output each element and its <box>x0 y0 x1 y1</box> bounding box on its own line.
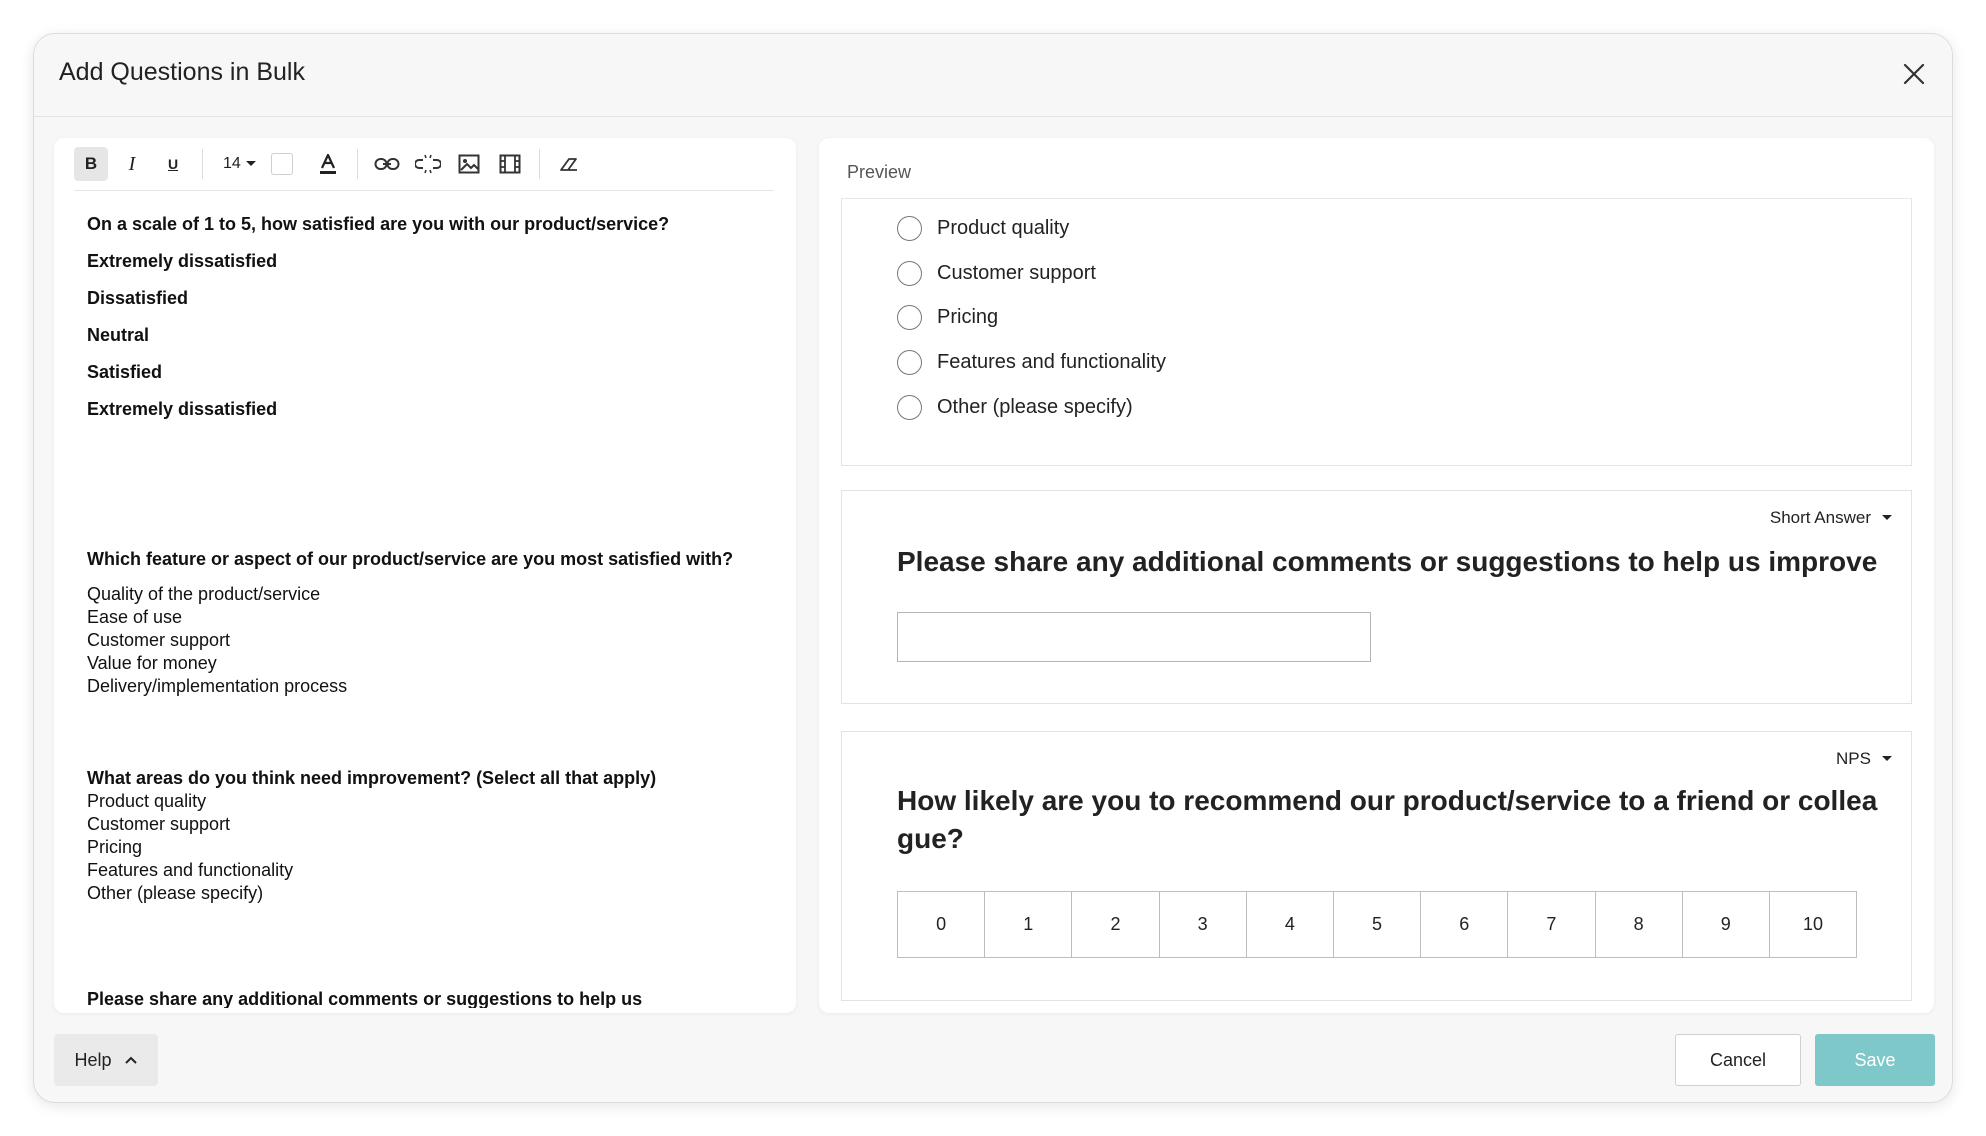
editor-option: Customer support <box>87 814 231 834</box>
editor-question-4: Please share any additional comments or suggestions to help us <box>87 989 643 1008</box>
editor-option: Product quality <box>87 791 207 811</box>
nps-option[interactable]: 1 <box>985 892 1072 957</box>
nps-option[interactable]: 8 <box>1596 892 1683 957</box>
editor-option: Other (please specify) <box>87 883 264 903</box>
editor-option: Value for money <box>87 653 217 673</box>
eraser-icon <box>559 156 579 172</box>
toolbar-divider <box>357 149 358 179</box>
bold-button[interactable] <box>74 147 108 181</box>
video-button[interactable] <box>493 147 527 181</box>
preview-question-card[interactable] <box>841 731 1912 1001</box>
editor-option: Features and functionality <box>87 860 294 880</box>
editor-option: Pricing <box>87 837 143 857</box>
nps-option[interactable]: 6 <box>1421 892 1508 957</box>
question-type-dropdown[interactable] <box>1836 749 1893 769</box>
text-color-icon <box>318 153 338 175</box>
radio-label: Pricing <box>937 306 999 328</box>
radio-label: Features and functionality <box>937 351 1167 373</box>
nps-option[interactable]: 5 <box>1334 892 1421 957</box>
preview-label: Preview <box>847 162 912 182</box>
help-label: Help <box>74 1049 112 1070</box>
font-size-dropdown[interactable] <box>215 155 257 173</box>
radio-option[interactable] <box>897 216 1069 241</box>
link-button[interactable] <box>370 147 404 181</box>
caret-down-icon <box>1881 755 1893 763</box>
text-color-button[interactable] <box>311 147 345 181</box>
question-type-label: Short Answer <box>1769 508 1871 527</box>
help-button[interactable] <box>54 1034 158 1086</box>
bulk-questions-dialog <box>33 33 1953 1103</box>
underline-icon: U <box>167 156 179 172</box>
dialog-header <box>34 34 1952 117</box>
underline-button[interactable] <box>156 147 190 181</box>
radio-label: Other (please specify) <box>937 396 1133 418</box>
link-icon <box>374 157 400 171</box>
radio-label: Customer support <box>937 262 1096 284</box>
nps-option[interactable]: 2 <box>1072 892 1159 957</box>
short-answer-input[interactable] <box>897 612 1371 662</box>
italic-button[interactable] <box>115 147 149 181</box>
cancel-button[interactable]: Cancel <box>1675 1034 1801 1086</box>
radio-icon[interactable] <box>897 395 922 420</box>
editor-question-1: On a scale of 1 to 5, how satisfied are you with our product/service? <box>87 214 670 234</box>
bulk-text-editor[interactable] <box>87 213 767 1008</box>
nps-option[interactable]: 10 <box>1802 914 1823 934</box>
toolbar-divider <box>539 149 540 179</box>
unlink-button[interactable] <box>411 147 445 181</box>
radio-icon[interactable] <box>897 216 922 241</box>
nps-option[interactable]: 7 <box>1508 892 1595 957</box>
image-button[interactable] <box>452 147 486 181</box>
editor-question-3: What areas do you think need improvement? (Select all that apply) <box>87 768 657 788</box>
editor-option: Extremely dissatisfied <box>87 251 278 271</box>
question-title-line: gue? <box>897 823 964 854</box>
chevron-down-icon <box>245 160 257 168</box>
radio-icon[interactable] <box>897 305 922 330</box>
nps-option[interactable]: 9 <box>1683 892 1770 957</box>
font-size-value: 14 <box>223 155 241 172</box>
nps-scale <box>897 891 1857 958</box>
caret-down-icon <box>1881 514 1893 522</box>
editor-option: Dissatisfied <box>87 288 189 308</box>
editor-option: Neutral <box>87 325 150 345</box>
radio-option[interactable] <box>897 261 1096 286</box>
image-icon <box>458 154 480 174</box>
radio-icon[interactable] <box>897 261 922 286</box>
preview-question-card[interactable] <box>841 490 1912 704</box>
radio-option[interactable] <box>897 395 1133 420</box>
clear-format-button[interactable] <box>552 147 586 181</box>
radio-label: Product quality <box>937 217 1070 239</box>
nps-option[interactable]: 3 <box>1160 892 1247 957</box>
video-icon <box>499 154 521 174</box>
preview-question-card[interactable] <box>841 198 1912 466</box>
preview-panel <box>819 138 1934 1013</box>
question-title: Please share any additional comments or suggestions to help us improve <box>897 546 1878 577</box>
bold-icon: B <box>84 154 98 173</box>
editor-question-2: Which feature or aspect of our product/service are you most satisfied with? <box>87 549 734 569</box>
editor-options-2 <box>87 583 767 698</box>
nps-option[interactable]: 4 <box>1247 892 1334 957</box>
radio-icon[interactable] <box>897 350 922 375</box>
close-button[interactable] <box>1896 56 1932 92</box>
dialog-title: Add Questions in Bulk <box>59 58 305 86</box>
editor-option: Ease of use <box>87 607 183 627</box>
save-button[interactable]: Save <box>1815 1034 1935 1086</box>
radio-option[interactable] <box>897 350 1166 375</box>
rich-text-toolbar <box>74 138 774 191</box>
editor-option: Satisfied <box>87 362 163 382</box>
editor-option: Delivery/implementation process <box>87 676 348 696</box>
unlink-icon <box>415 154 441 174</box>
italic-icon: I <box>128 152 136 175</box>
editor-option: Extremely dissatisfied <box>87 399 278 419</box>
question-type-dropdown[interactable] <box>1770 508 1893 528</box>
background-color-button[interactable] <box>271 153 293 175</box>
nps-option[interactable]: 0 <box>898 892 985 957</box>
question-title <box>897 782 1877 858</box>
toolbar-divider <box>202 149 203 179</box>
editor-option: Quality of the product/service <box>87 584 321 604</box>
editor-panel <box>54 138 796 1013</box>
close-icon <box>1903 63 1925 85</box>
editor-option: Customer support <box>87 630 231 650</box>
question-type-label: NPS <box>1836 749 1871 768</box>
radio-option[interactable] <box>897 305 998 330</box>
chevron-up-icon <box>124 1056 138 1065</box>
question-title-line: How likely are you to recommend our product/service to a friend or collea <box>897 785 1878 816</box>
